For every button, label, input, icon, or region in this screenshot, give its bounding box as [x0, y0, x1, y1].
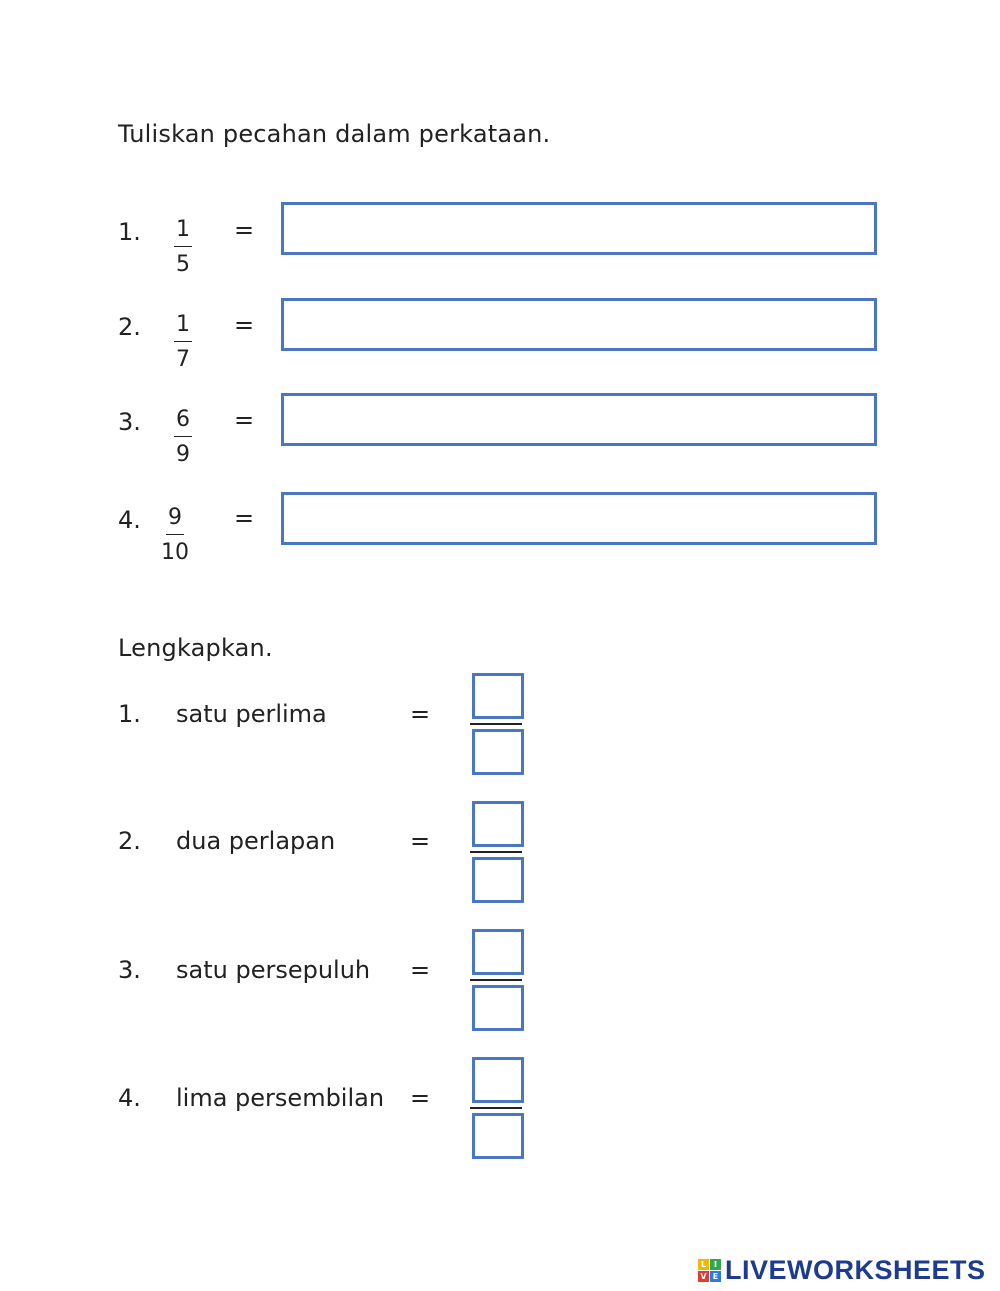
liveworksheets-logo[interactable]: [698, 1255, 986, 1285]
s2-q4-number: 4.: [118, 1084, 141, 1112]
q4-number: 4.: [118, 506, 141, 534]
q1-number: 1.: [118, 218, 141, 246]
section1-instruction: Tuliskan pecahan dalam perkataan.: [118, 120, 551, 148]
q2-number: 2.: [118, 313, 141, 341]
q4-denominator: 10: [161, 540, 189, 565]
q3-denominator: 9: [176, 442, 190, 467]
s2-q1-numerator-input[interactable]: [472, 673, 524, 719]
q4-numerator: 9: [166, 506, 184, 535]
q3-fraction: [163, 408, 203, 467]
s2-q1-number: 1.: [118, 700, 141, 728]
s2-q1-fraction-line: [470, 723, 522, 725]
liveworksheets-logo-text: LIVEWORKSHEETS: [725, 1254, 986, 1285]
q1-numerator: 1: [174, 218, 192, 247]
q2-denominator: 7: [176, 347, 190, 372]
s2-q4-equals: =: [410, 1084, 431, 1112]
s2-q2-fraction-line: [470, 851, 522, 853]
s2-q1-equals: =: [410, 700, 431, 728]
s2-q4-denominator-input[interactable]: [472, 1113, 524, 1159]
liveworksheets-logo-icon: [698, 1259, 721, 1282]
q2-answer-input[interactable]: [281, 298, 877, 351]
s2-q1-text: satu perlima: [176, 700, 327, 728]
q1-answer-input[interactable]: [281, 202, 877, 255]
s2-q3-numerator-input[interactable]: [472, 929, 524, 975]
q3-equals: =: [234, 406, 255, 434]
q1-denominator: 5: [176, 252, 190, 277]
section2-instruction: Lengkapkan.: [118, 634, 273, 662]
s2-q2-numerator-input[interactable]: [472, 801, 524, 847]
q3-number: 3.: [118, 408, 141, 436]
s2-q3-equals: =: [410, 956, 431, 984]
s2-q2-number: 2.: [118, 827, 141, 855]
q4-fraction: [155, 506, 195, 565]
logo-tile-e: E: [710, 1271, 721, 1282]
s2-q3-denominator-input[interactable]: [472, 985, 524, 1031]
s2-q3-fraction-line: [470, 979, 522, 981]
q3-answer-input[interactable]: [281, 393, 877, 446]
s2-q1-denominator-input[interactable]: [472, 729, 524, 775]
q2-equals: =: [234, 311, 255, 339]
s2-q4-fraction-line: [470, 1107, 522, 1109]
s2-q3-number: 3.: [118, 956, 141, 984]
q4-answer-input[interactable]: [281, 492, 877, 545]
q1-equals: =: [234, 216, 255, 244]
q2-fraction: [163, 313, 203, 372]
logo-tile-i: I: [710, 1259, 721, 1270]
q3-numerator: 6: [174, 408, 192, 437]
logo-tile-v: V: [698, 1271, 709, 1282]
q2-numerator: 1: [174, 313, 192, 342]
logo-tile-l: L: [698, 1259, 709, 1270]
s2-q2-denominator-input[interactable]: [472, 857, 524, 903]
q1-fraction: [163, 218, 203, 277]
s2-q2-equals: =: [410, 827, 431, 855]
s2-q4-text: lima persembilan: [176, 1084, 385, 1112]
q4-equals: =: [234, 504, 255, 532]
s2-q2-text: dua perlapan: [176, 827, 336, 855]
s2-q3-text: satu persepuluh: [176, 956, 371, 984]
s2-q4-numerator-input[interactable]: [472, 1057, 524, 1103]
